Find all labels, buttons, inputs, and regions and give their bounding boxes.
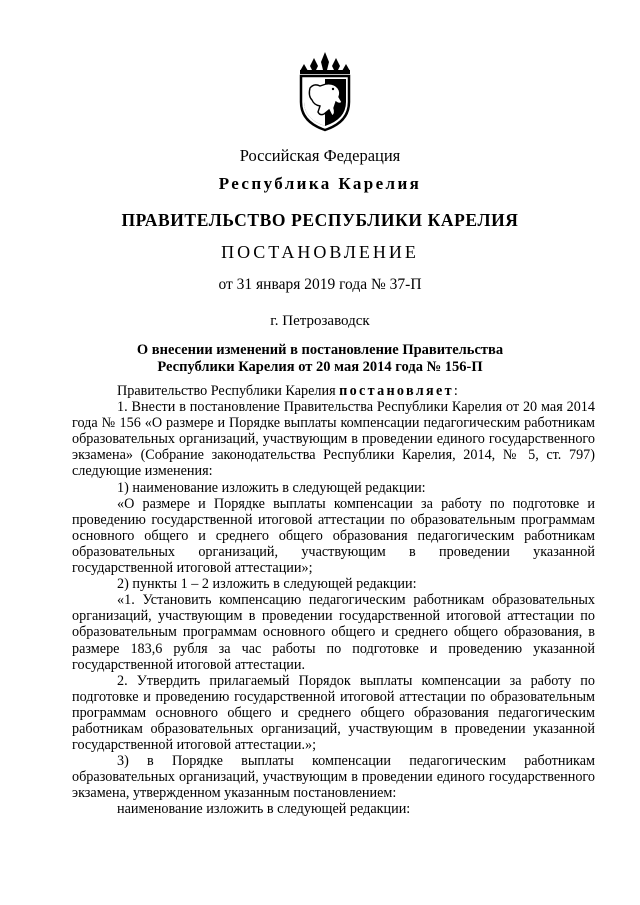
paragraph: 1) наименование изложить в следующей редакции:	[117, 479, 426, 496]
paragraph: «1. Установить компенсацию педагогическим работникам образовательных организаций, участвующим в проведении государственной итоговой аттестации по образовательным программам основного общего и среднего общего образования, в размере 183,6 рубля за час работы по подготовке и проведению указанной государственной итоговой аттестации.	[72, 592, 595, 673]
title-line-2: Республики Карелия от 20 мая 2014 года № 156-П	[157, 359, 483, 375]
intro-end: :	[453, 383, 458, 399]
country-name: Российская Федерация	[239, 146, 401, 165]
title-line-1: О внесении изменений в постановление Правительства	[136, 342, 504, 358]
document-date: от 31 января 2019 года № 37-П	[218, 276, 422, 293]
paragraph: наименование изложить в следующей редакции:	[117, 801, 411, 818]
document-title	[0, 342, 640, 376]
paragraph: 2. Утвердить прилагаемый Порядок выплаты компенсации за работу по подготовке и проведению государственной итоговой аттестации по образовательным программам основного общего и среднего общего образования педагогическим работникам образовательных организаций, участвующим в проведении указанной государственной итоговой аттестации.»;	[72, 672, 595, 754]
intro-text: Правительство Республики Карелия	[117, 383, 340, 399]
document-type: ПОСТАНОВЛЕНИЕ	[221, 242, 419, 262]
intro-keyword: постановляет	[339, 383, 454, 399]
paragraph: 2) пункты 1 – 2 изложить в следующей редакции:	[117, 576, 417, 593]
document-body	[72, 383, 595, 818]
karelia-coat-of-arms-icon	[296, 50, 354, 132]
republic-name: Республика Карелия	[218, 174, 422, 193]
intro-paragraph	[72, 383, 595, 399]
paragraph: 3) в Порядке выплаты компенсации педагогическим работникам образовательных организаций, участвующим в проведении единого государственного экзамена, утвержденном указанным постановлением:	[72, 753, 595, 802]
paragraph: «О размере и Порядке выплаты компенсации за работу по подготовке и проведению государственной итоговой аттестации по образовательным программам основного общего и среднего общего образования педагогическим работникам образовательных организаций, участвующим в проведении указанной государственной итоговой аттестации»;	[72, 495, 595, 577]
document-city: г. Петрозаводск	[270, 313, 370, 329]
paragraph: 1. Внести в постановление Правительства Республики Карелия от 20 мая 2014 года № 156 «О размере и Порядке выплаты компенсации педагогическим работникам образовательных организаций, участвующим в проведении единого государственного экзамена» (Собрание законодательства Республики Карелия, 2014, № 5, ст. 797) следующие изменения:	[72, 399, 595, 480]
government-name: ПРАВИТЕЛЬСТВО РЕСПУБЛИКИ КАРЕЛИЯ	[121, 210, 519, 230]
